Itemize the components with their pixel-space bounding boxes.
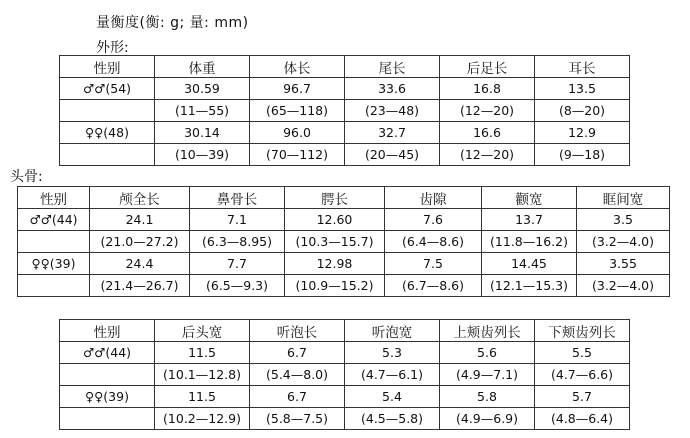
range-cell: (21.4—26.7)	[90, 275, 190, 297]
range-cell: (5.4—8.0)	[250, 364, 345, 386]
table-row	[60, 342, 630, 364]
header-cell: 颧宽	[482, 187, 577, 209]
table-row	[60, 386, 630, 408]
range-cell: (11.8—16.2)	[482, 231, 577, 253]
mean-cell: 5.8	[440, 386, 535, 408]
sex-cell: ♂♂(44)	[60, 342, 155, 364]
range-cell: (6.4—8.6)	[385, 231, 482, 253]
mean-cell: 96.0	[250, 122, 345, 144]
mean-cell: 12.60	[285, 209, 385, 231]
range-cell: (10.9—15.2)	[285, 275, 385, 297]
external-section-label: 外形:	[96, 40, 129, 56]
table-row	[60, 78, 630, 100]
mean-cell: 96.7	[250, 78, 345, 100]
mean-cell: 16.6	[440, 122, 535, 144]
mean-cell: 6.7	[250, 342, 345, 364]
mean-cell: 5.6	[440, 342, 535, 364]
header-cell: 体长	[250, 56, 345, 78]
table-row	[60, 364, 630, 386]
header-cell: 眶间宽	[577, 187, 670, 209]
range-cell: (10—39)	[155, 144, 250, 166]
range-cell: (5.8—7.5)	[250, 408, 345, 430]
mean-cell: 33.6	[345, 78, 440, 100]
header-cell: 耳长	[535, 56, 630, 78]
header-cell: 颅全长	[90, 187, 190, 209]
range-cell: (4.5—5.8)	[345, 408, 440, 430]
empty-cell	[60, 364, 155, 386]
header-cell: 鼻骨长	[190, 187, 285, 209]
range-cell: (4.7—6.1)	[345, 364, 440, 386]
mean-cell: 3.55	[577, 253, 670, 275]
range-cell: (10.2—12.9)	[155, 408, 250, 430]
mean-cell: 7.1	[190, 209, 285, 231]
table-header-row	[18, 187, 670, 209]
mean-cell: 5.5	[535, 342, 630, 364]
empty-cell	[60, 408, 155, 430]
external-measurements-table	[59, 55, 630, 166]
header-cell: 听泡长	[250, 320, 345, 342]
range-cell: (23—48)	[345, 100, 440, 122]
header-cell: 体重	[155, 56, 250, 78]
range-cell: (4.7—6.6)	[535, 364, 630, 386]
mean-cell: 7.7	[190, 253, 285, 275]
header-cell: 性别	[60, 56, 155, 78]
range-cell: (9—18)	[535, 144, 630, 166]
mean-cell: 6.7	[250, 386, 345, 408]
header-cell: 尾长	[345, 56, 440, 78]
mean-cell: 14.45	[482, 253, 577, 275]
range-cell: (4.9—6.9)	[440, 408, 535, 430]
empty-cell	[60, 100, 155, 122]
range-cell: (10.3—15.7)	[285, 231, 385, 253]
mean-cell: 30.14	[155, 122, 250, 144]
skull-section-label: 头骨:	[10, 169, 43, 185]
range-cell: (3.2—4.0)	[577, 275, 670, 297]
empty-cell	[60, 144, 155, 166]
range-cell: (3.2—4.0)	[577, 231, 670, 253]
sex-cell: ♀♀(39)	[18, 253, 90, 275]
table-header-row	[60, 56, 630, 78]
table-row	[18, 209, 670, 231]
mean-cell: 32.7	[345, 122, 440, 144]
mean-cell: 7.5	[385, 253, 482, 275]
skull-measurements-table-2	[59, 319, 630, 430]
table-row	[60, 144, 630, 166]
header-cell: 下颊齿列长	[535, 320, 630, 342]
mean-cell: 24.4	[90, 253, 190, 275]
sex-cell: ♀♀(39)	[60, 386, 155, 408]
mean-cell: 11.5	[155, 386, 250, 408]
table-row	[60, 408, 630, 430]
mean-cell: 5.4	[345, 386, 440, 408]
empty-cell	[18, 275, 90, 297]
empty-cell	[18, 231, 90, 253]
mean-cell: 5.7	[535, 386, 630, 408]
range-cell: (6.5—9.3)	[190, 275, 285, 297]
mean-cell: 12.9	[535, 122, 630, 144]
range-cell: (6.7—8.6)	[385, 275, 482, 297]
header-cell: 腭长	[285, 187, 385, 209]
range-cell: (70—112)	[250, 144, 345, 166]
range-cell: (12—20)	[440, 144, 535, 166]
range-cell: (8—20)	[535, 100, 630, 122]
header-cell: 后头宽	[155, 320, 250, 342]
table-row	[18, 253, 670, 275]
range-cell: (4.8—6.4)	[535, 408, 630, 430]
header-cell: 性别	[18, 187, 90, 209]
page-title: 量衡度(衡: g; 量: mm)	[96, 15, 249, 31]
range-cell: (12—20)	[440, 100, 535, 122]
range-cell: (12.1—15.3)	[482, 275, 577, 297]
mean-cell: 11.5	[155, 342, 250, 364]
mean-cell: 13.5	[535, 78, 630, 100]
mean-cell: 30.59	[155, 78, 250, 100]
range-cell: (65—118)	[250, 100, 345, 122]
mean-cell: 7.6	[385, 209, 482, 231]
sex-cell: ♂♂(44)	[18, 209, 90, 231]
table-row	[18, 231, 670, 253]
range-cell: (10.1—12.8)	[155, 364, 250, 386]
range-cell: (20—45)	[345, 144, 440, 166]
range-cell: (6.3—8.95)	[190, 231, 285, 253]
sex-cell: ♂♂(54)	[60, 78, 155, 100]
mean-cell: 3.5	[577, 209, 670, 231]
sex-cell: ♀♀(48)	[60, 122, 155, 144]
header-cell: 性别	[60, 320, 155, 342]
table-header-row	[60, 320, 630, 342]
header-cell: 上颊齿列长	[440, 320, 535, 342]
header-cell: 齿隙	[385, 187, 482, 209]
table-row	[60, 100, 630, 122]
table-row	[60, 122, 630, 144]
mean-cell: 24.1	[90, 209, 190, 231]
range-cell: (21.0—27.2)	[90, 231, 190, 253]
range-cell: (11—55)	[155, 100, 250, 122]
mean-cell: 5.3	[345, 342, 440, 364]
table-row	[18, 275, 670, 297]
skull-measurements-table	[17, 186, 670, 297]
mean-cell: 13.7	[482, 209, 577, 231]
mean-cell: 16.8	[440, 78, 535, 100]
header-cell: 听泡宽	[345, 320, 440, 342]
header-cell: 后足长	[440, 56, 535, 78]
mean-cell: 12.98	[285, 253, 385, 275]
range-cell: (4.9—7.1)	[440, 364, 535, 386]
